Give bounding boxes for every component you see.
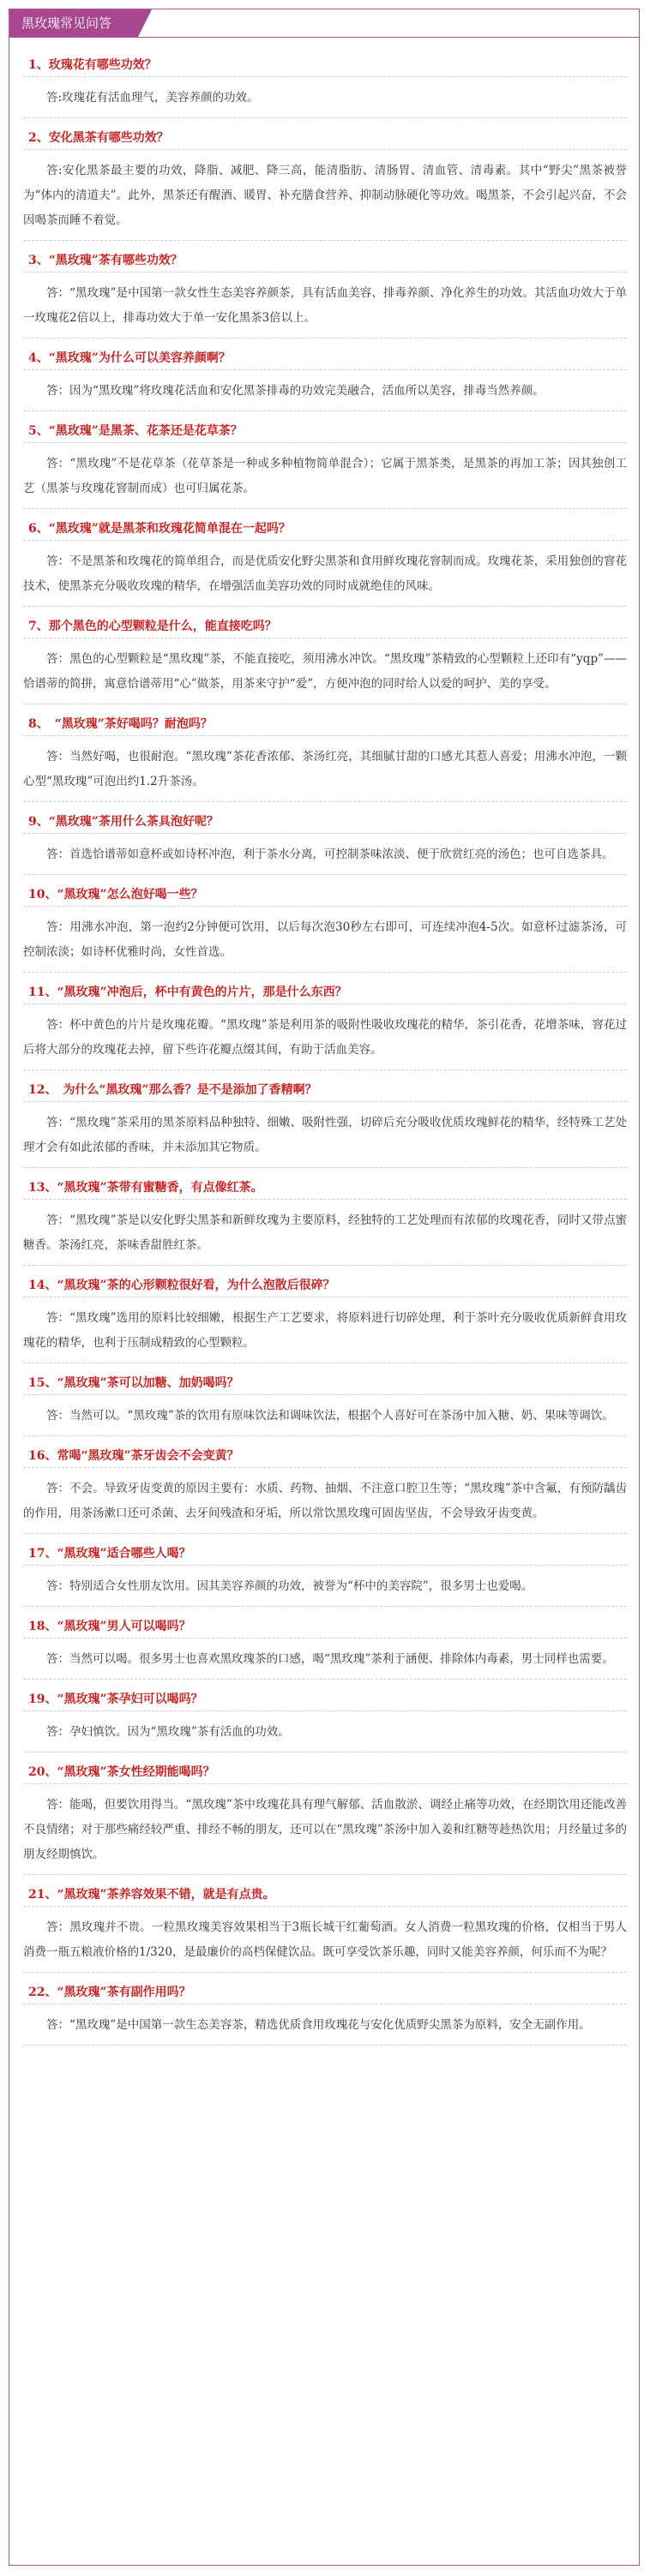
faq-item xyxy=(23,1274,627,1363)
faq-answer: 答：“黑玫瑰”茶采用的黑茶原料品种独特、细嫩、吸附性强，切碎后充分吸收优质玫瑰鲜花的精华，经特殊工艺处理才会有如此浓郁的香味，并未添加其它物质。 xyxy=(23,1116,627,1154)
faq-question: 10、“黑玫瑰”怎么泡好喝一些？ xyxy=(28,888,203,902)
divider xyxy=(23,906,627,907)
faq-answer: 答：黑色的心型颗粒是“黑玫瑰”茶，不能直接吃，须用沸水冲饮。“黑玫瑰”茶精致的心型颗粒上还印有“yqp”——恰谱蒂的简拼，寓意恰谱蒂用“心”做茶，用茶来守护“爱”，方便冲泡的同时给人以爱的呵护、美的享受。 xyxy=(23,652,627,691)
faq-answer: 答：当然可以。“黑玫瑰”茶的饮用有原味饮法和调味饮法，根据个人喜好可在茶汤中加入糖、奶、果味等调饮。 xyxy=(46,1409,614,1423)
faq-question: 20、“黑玫瑰”茶女性经期能喝吗？ xyxy=(28,1765,215,1779)
faq-item xyxy=(23,713,627,802)
faq-item xyxy=(23,347,627,411)
faq-question: 9、“黑玫瑰”茶用什么茶具泡好呢？ xyxy=(28,815,219,829)
faq-item xyxy=(23,1079,627,1168)
faq-answer: 答：“黑玫瑰”是中国第一款女性生态美容养颜茶，具有活血美容、排毒养颜、净化养生的功效。其活血功效大于单一玫瑰花2倍以上，排毒功效大于单一安化黑茶3倍以上。 xyxy=(23,286,627,325)
faq-item xyxy=(23,981,627,1070)
faq-answer: 答：不是黑茶和玫瑰花的简单组合，而是优质安化野尖黑茶和食用鲜玫瑰花窨制而成。玫瑰花茶，采用独创的窨花技术，使黑茶充分吸收玫瑰的精华，在增强活血美容功效的同时成就绝佳的风味。 xyxy=(23,554,627,593)
faq-question: 13、“黑玫瑰”茶带有蜜糖香，有点像红茶。 xyxy=(28,1181,263,1195)
faq-answer: 答：“黑玫瑰”选用的原料比较细嫩，根据生产工艺要求，将原料进行切碎处理，利于茶叶充分吸收优质新鲜食用玫瑰花的精华，也利于压制成精致的心型颗粒。 xyxy=(23,1311,627,1350)
faq-item xyxy=(23,1761,627,1875)
faq-answer: 答：首选恰谱蒂如意杯或如诗杯冲泡，利于茶水分离，可控制茶味浓淡、便于欣赏红亮的汤色；也可自选茶具。 xyxy=(46,848,614,861)
divider xyxy=(23,1435,627,1436)
divider xyxy=(23,1874,627,1875)
divider xyxy=(23,1394,627,1395)
faq-item xyxy=(23,127,627,241)
divider xyxy=(23,272,627,273)
faq-item xyxy=(23,518,627,607)
faq-question: 14、“黑玫瑰”茶的心形颗粒很好看，为什么泡散后很碎？ xyxy=(28,1279,335,1292)
divider xyxy=(23,76,627,77)
divider xyxy=(23,1606,627,1607)
faq-answer: 答：当然可以喝。很多男士也喜欢黑玫瑰茶的口感，喝“黑玫瑰”茶利于涵便、排除体内毒素，男士同样也需要。 xyxy=(46,1652,614,1666)
faq-question: 12、 为什么“黑玫瑰”那么香？是不是添加了香精啊？ xyxy=(28,1083,317,1097)
divider xyxy=(23,369,627,370)
faq-answer: 答：“黑玫瑰”茶是以安化野尖黑茶和新鲜玫瑰为主要原料，经独特的工艺处理而有浓郁的玫瑰花香，同时又带点蜜糖香。茶汤红亮，茶味香甜胜红茶。 xyxy=(23,1213,627,1252)
divider xyxy=(23,1906,627,1907)
faq-question: 7、那个黑色的心型颗粒是什么，能直接吃吗？ xyxy=(28,620,277,633)
faq-answer: 答：孕妇慎饮。因为“黑玫瑰”茶有活血的功效。 xyxy=(46,1725,290,1739)
divider xyxy=(23,801,627,802)
faq-item xyxy=(23,1445,627,1534)
divider xyxy=(23,1167,627,1168)
faq-answer: 答：因为“黑玫瑰”将玫瑰花活血和安化黑茶排毒的功效完美融合，活血所以美容，排毒当然养颜。 xyxy=(46,384,545,398)
divider xyxy=(23,240,627,241)
faq-question: 19、“黑玫瑰”茶孕妇可以喝吗？ xyxy=(28,1692,203,1706)
divider xyxy=(23,540,627,541)
faq-item xyxy=(23,615,627,704)
divider xyxy=(23,1710,627,1711)
faq-question: 18、“黑玫瑰”男人可以喝吗？ xyxy=(28,1620,191,1633)
divider xyxy=(23,1972,627,1973)
faq-answer: 答：黑玫瑰并不贵。一粒黑玫瑰美容效果相当于3瓶长城干红葡萄酒。女人消费一粒黑玫瑰的价格，仅相当于男人消费一瓶五粮液价格的1/320，是最廉价的高档保健饮品。既可享受饮茶乐趣，同时又能美容养颜，何乐而不为呢？ xyxy=(23,1920,627,1959)
panel-title: 黑玫瑰常见问答 xyxy=(9,9,138,37)
faq-question: 21、“黑玫瑰”茶养容效果不错，就是有点贵。 xyxy=(28,1888,275,1902)
faq-item xyxy=(23,1177,627,1266)
faq-question: 15、“黑玫瑰”茶可以加糖、加奶喝吗？ xyxy=(28,1376,239,1390)
divider xyxy=(23,1679,627,1680)
faq-question: 5、“黑玫瑰”是黑茶、花茶还是花草茶？ xyxy=(28,424,243,438)
faq-item xyxy=(23,54,627,118)
faq-answer: 答：“黑玫瑰”是中国第一款生态美容茶，精选优质食用玫瑰花与安化优质野尖黑茶为原料，安全无副作用。 xyxy=(46,2018,591,2032)
faq-question: 1、玫瑰花有哪些功效？ xyxy=(28,58,157,72)
faq-answer: 答:安化黑茶最主要的功效，降脂、减肥、降三高，能清脂肪、清肠胃、清血管、清毒素。其中“野尖”黑茶被誉为“体内的清道夫”。此外，黑茶还有醒酒、暖胃、补充膳食营养、抑制动脉硬化等功效。喝黑茶，不会引起兴奋，不会因喝茶而睡不着觉。 xyxy=(23,164,627,227)
faq-answer: 答：当然好喝，也很耐泡。“黑玫瑰”茶花香浓郁、茶汤红亮，其细腻甘甜的口感尤其惹人喜爱；用沸水冲泡，一颗心型“黑玫瑰”可泡出约1.2升茶汤。 xyxy=(23,750,627,788)
divider xyxy=(23,1003,627,1004)
divider xyxy=(23,410,627,411)
faq-question: 3、“黑玫瑰”茶有哪些功效？ xyxy=(28,254,183,267)
faq-answer: 答：特别适合女性朋友饮用。因其美容养颜的功效，被誉为“杯中的美容院”，很多男士也爱喝。 xyxy=(46,1579,533,1593)
faq-list xyxy=(23,54,627,2054)
divider xyxy=(23,833,627,834)
faq-answer: 答：能喝，但要饮用得当。“黑玫瑰”茶中玫瑰花具有理气解郁、活血散淤、调经止痛等功效，在经期饮用还能改善不良情绪；对于那些痛经较严重、排经不畅的朋友，还可以在“黑玫瑰”茶汤中加入姜和红糖等趁热饮用；月经量过多的朋友经期慎饮。 xyxy=(23,1798,627,1861)
divider xyxy=(23,1565,627,1566)
faq-item xyxy=(23,420,627,509)
divider xyxy=(23,1783,627,1784)
faq-item xyxy=(23,1543,627,1607)
faq-question: 8、 “黑玫瑰”茶好喝吗？耐泡吗？ xyxy=(28,717,213,731)
divider xyxy=(23,606,627,607)
faq-panel xyxy=(9,9,640,2566)
divider xyxy=(23,2045,627,2046)
faq-question: 11、“黑玫瑰”冲泡后，杯中有黄色的片片，那是什么东西？ xyxy=(28,985,347,999)
panel-header xyxy=(9,9,639,38)
faq-question: 4、“黑玫瑰”为什么可以美容养颜啊？ xyxy=(28,351,231,365)
faq-item xyxy=(23,1372,627,1436)
divider xyxy=(23,735,627,736)
faq-answer: 答：杯中黄色的片片是玫瑰花瓣。“黑玫瑰”茶是利用茶的吸附性吸收玫瑰花的精华，茶引花香，花增茶味，窨花过后将大部分的玫瑰花去掉，留下些许花瓣点缀其间，有助于活血美容。 xyxy=(23,1018,627,1057)
faq-question: 16、常喝“黑玫瑰”茶牙齿会不会变黄？ xyxy=(28,1449,239,1463)
faq-answer: 答：“黑玫瑰”不是花草茶（花草茶是一种或多种植物简单混合）；它属于黑茶类，是黑茶的再加工茶；因其独创工艺（黑茶与玫瑰花窨制而成）也可归属花茶。 xyxy=(23,457,627,495)
faq-question: 22、“黑玫瑰”茶有副作用吗？ xyxy=(28,1986,191,1999)
divider xyxy=(23,442,627,443)
divider xyxy=(23,972,627,973)
divider xyxy=(23,117,627,118)
faq-item xyxy=(23,1981,627,2046)
divider xyxy=(23,1265,627,1266)
divider xyxy=(23,874,627,875)
faq-answer: 答：用沸水冲泡，第一泡约2分钟便可饮用，以后每次泡30秒左右即可，可连续冲泡4-5次。如意杯过滤茶汤，可控制浓淡；如诗杯优雅时尚，女性首选。 xyxy=(23,920,627,959)
faq-question: 2、安化黑茶有哪些功效？ xyxy=(28,131,169,145)
faq-item xyxy=(23,1688,627,1752)
divider xyxy=(23,1069,627,1070)
divider xyxy=(23,1467,627,1468)
faq-question: 17、“黑玫瑰”适合哪些人喝？ xyxy=(28,1547,191,1561)
faq-answer: 答：不会。导致牙齿变黄的原因主要有：水质、药物、抽烟、不注意口腔卫生等；“黑玫瑰”茶中含氟，有预防龋齿的作用，用茶汤漱口还可杀菌、去牙间残渣和牙垢，所以常饮黑玫瑰可固齿坚齿，不会导致牙齿变黄。 xyxy=(23,1482,627,1520)
faq-item xyxy=(23,249,627,338)
faq-item xyxy=(23,1884,627,1973)
faq-item xyxy=(23,1615,627,1680)
divider xyxy=(23,508,627,509)
divider xyxy=(23,1199,627,1200)
faq-answer: 答:玫瑰花有活血理气，美容养颜的功效。 xyxy=(46,91,259,105)
divider xyxy=(23,1533,627,1534)
divider xyxy=(23,149,627,150)
divider xyxy=(23,1101,627,1102)
faq-question: 6、“黑玫瑰”就是黑茶和玫瑰花简单混在一起吗？ xyxy=(28,522,291,536)
faq-item xyxy=(23,884,627,973)
faq-item xyxy=(23,811,627,875)
